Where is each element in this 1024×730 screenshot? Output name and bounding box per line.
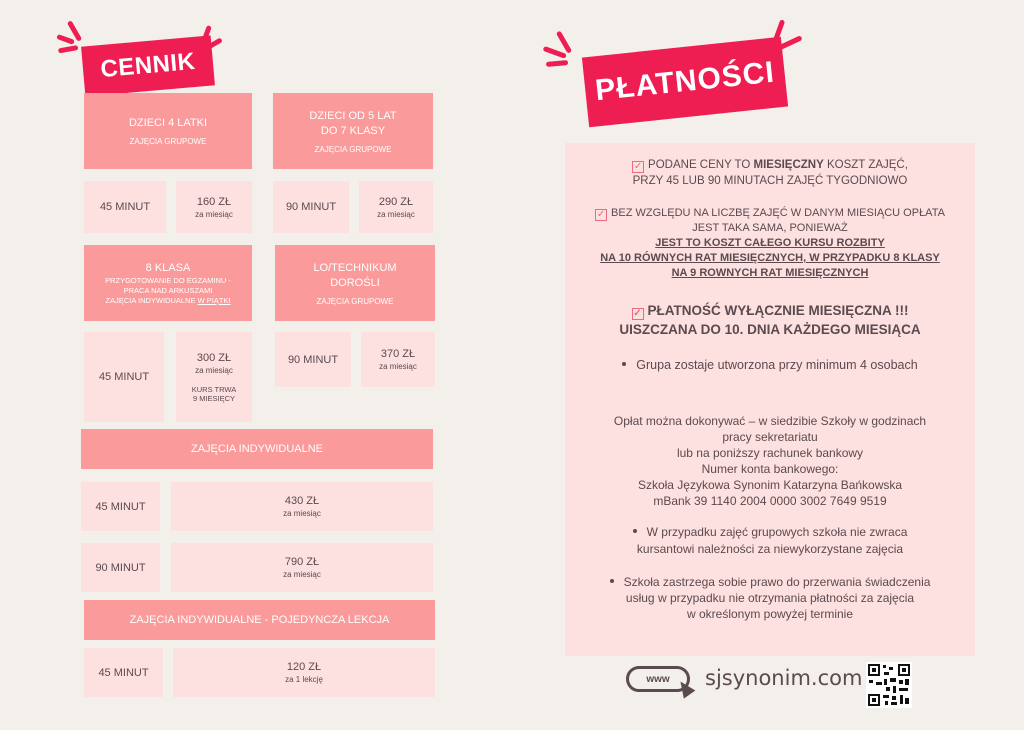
price-label: 370 ZŁ [380,348,416,360]
duration-cell [81,543,160,592]
duration-label: 45 MINUT [98,666,149,679]
card-title: DZIECI 4 LATKI [128,117,208,129]
card-adults-header [275,245,435,321]
card-title: DZIECI OD 5 LAT [309,109,397,122]
checkbox-icon: ✓ [633,161,643,172]
duration-label: 90 MINUT [285,201,337,213]
card-grade-8-header [84,245,252,321]
payments-panel [565,143,975,656]
price-label: 290 ZŁ [378,195,414,208]
checkbox-icon: ✓ [633,308,642,319]
duration-label: 45 MINUT [98,371,150,383]
platnosci-title: PŁATNOŚCI [582,37,788,128]
www-icon[interactable]: www [626,666,690,692]
duration-cell [84,181,166,233]
price-cell [359,181,433,233]
bank-info: Opłat można dokonywać – w siedzibie Szkoły w godzinach pracy sekretariatu lub na poniższy rachunek bankowy Numer konta bankowego: Szkoła Językowa Synonim Katarzyna Bańkowska mBank 39 1140 2004 0000 3002 7649 9519 [613,414,927,508]
price-cell [171,543,433,592]
price-period: za miesiąc [195,365,233,375]
price-label: 160 ZŁ [196,195,232,208]
card-kids-5-header [273,93,433,169]
duration-label: 45 MINUT [95,500,146,513]
price-cell [176,181,252,233]
price-cell [171,482,433,531]
price-period: za miesiąc [379,362,417,371]
price-period: za miesiąc [377,209,415,219]
price-cell [361,332,435,387]
duration-cell [84,332,164,422]
card-title: LO/TECHNIKUM [313,261,397,274]
cennik-title: CENNIK [81,35,215,96]
refund-note: W przypadku zajęć grupowych szkoła nie zwraca kursantowi należności za niewykorzystane zajęcia [565,524,975,558]
card-kids-4-header [84,93,252,169]
course-note: 9 MIESIĘCY [192,393,236,403]
website-link[interactable]: sjsynonim.com [705,666,863,690]
card-line: PRZYGOTOWANIE DO EGZAMINU - [105,275,231,285]
course-note: KURS TRWA [191,384,237,394]
price-period: za miesiąc [195,209,233,219]
duration-label: 45 MINUT [99,201,151,213]
card-title: DOROŚLI [330,276,380,289]
qr-code-icon[interactable] [866,662,912,708]
duration-cell [81,482,160,531]
card-line: ZAJĘCIA INDYWIDUALNE W PIĄTKI [105,295,231,305]
card-subtitle: ZAJĘCIA GRUPOWE [129,137,207,146]
section-title: ZAJĘCIA INDYWIDUALNE - POJEDYNCZA LEKCJA [129,613,390,626]
payment-note-1: ✓ PODANE CENY TO MIESIĘCZNY KOSZT ZAJĘĆ, PRZY 45 LUB 90 MINUTACH ZAJĘĆ TYGODNIOWO [632,159,908,187]
duration-cell [275,332,351,387]
price-cell [176,332,252,422]
price-period: za miesiąc [283,570,321,579]
price-label: 120 ZŁ [286,661,322,673]
individual-header [81,429,433,469]
price-period: za 1 lekcję [285,675,323,684]
card-subtitle: ZAJĘCIA GRUPOWE [314,144,392,154]
section-title: ZAJĘCIA INDYWIDUALNE [190,442,324,455]
card-subtitle: ZAJĘCIA GRUPOWE [316,296,394,306]
payment-note-3: ✓ PŁATNOŚĆ WYŁĄCZNIE MIESIĘCZNA !!! UISZCZANA DO 10. DNIA KAŻDEGO MIESIĄCA [619,303,921,337]
duration-cell [273,181,349,233]
card-line: PRACA NAD ARKUSZAMI [123,285,213,295]
duration-label: 90 MINUT [95,561,146,574]
price-label: 790 ZŁ [284,556,320,568]
price-cell [173,648,435,697]
price-label: 430 ZŁ [284,495,320,507]
price-period: za miesiąc [283,509,321,518]
card-title: DO 7 KLASY [320,124,386,137]
duration-cell [84,648,163,697]
group-note: Grupa zostaje utworzona przy minimum 4 osobach [565,358,975,372]
termination-note: Szkoła zastrzega sobie prawo do przerwania świadczenia usług w przypadku nie otrzymania płatności za zajęcia w określonym powyżej terminie [565,574,975,622]
payment-note-2: ✓ BEZ WZGLĘDU NA LICZBĘ ZAJĘĆ W DANYM MIESIĄCU OPŁATA JEST TAKA SAMA, PONIEWAŻ JEST TO KOSZT CAŁEGO KURSU ROZBITY NA 10 RÓWNYCH RAT MIESIĘCZNYCH, W PRZYPADKU 8 KLASY NA 9 ROWNYCH RAT MIESIĘCZNYCH [596,207,945,279]
price-label: 300 ZŁ [196,351,232,364]
single-lesson-header [84,600,435,640]
checkbox-icon: ✓ [596,209,606,220]
duration-label: 90 MINUT [287,353,339,366]
card-title: 8 KLASA [145,261,191,274]
